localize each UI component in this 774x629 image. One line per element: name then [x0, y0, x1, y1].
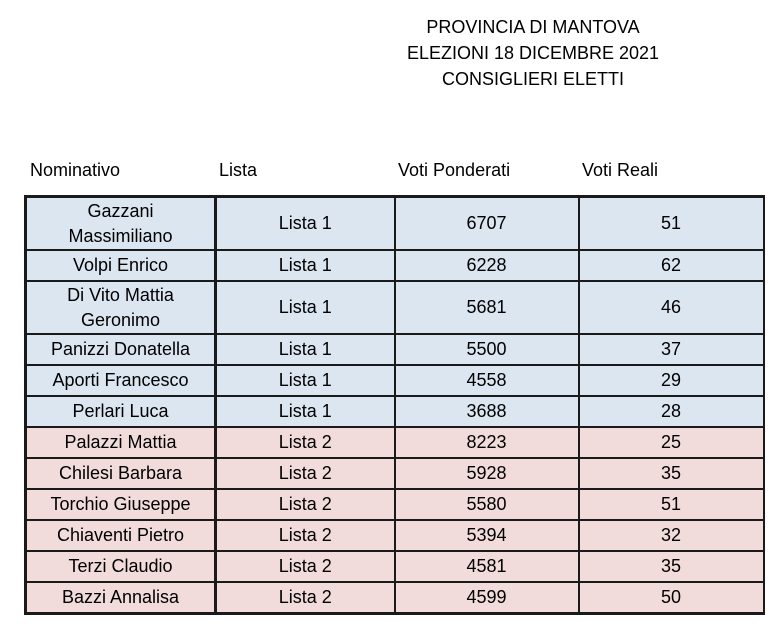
cell-lista: Lista 2 — [216, 458, 395, 489]
header-voti-ponderati: Voti Ponderati — [398, 160, 511, 180]
candidate-name: Gazzani Massimiliano — [68, 200, 173, 246]
cell-nominativo — [26, 250, 216, 281]
cell-voti-ponderati: 4599 — [395, 582, 579, 614]
cell-voti-reali: 37 — [579, 334, 764, 365]
cell-nominativo — [26, 458, 216, 489]
cell-voti-reali: 29 — [579, 365, 764, 396]
cell-voti-ponderati: 5580 — [395, 489, 579, 520]
table-row — [26, 281, 764, 334]
table-row — [26, 458, 764, 489]
table-row — [26, 551, 764, 582]
column-headers — [0, 157, 774, 183]
cell-lista: Lista 2 — [216, 551, 395, 582]
header-lista: Lista — [219, 160, 258, 180]
cell-voti-reali: 51 — [579, 489, 764, 520]
cell-voti-reali: 62 — [579, 250, 764, 281]
cell-nominativo — [26, 365, 216, 396]
header-nominativo: Nominativo — [30, 160, 121, 180]
cell-lista: Lista 2 — [216, 520, 395, 551]
cell-voti-reali: 35 — [579, 458, 764, 489]
candidate-name: Chilesi Barbara — [58, 463, 183, 483]
cell-voti-reali: 51 — [579, 197, 764, 251]
table-row — [26, 334, 764, 365]
candidate-name: Terzi Claudio — [68, 556, 173, 576]
cell-nominativo — [26, 396, 216, 427]
cell-nominativo — [26, 582, 216, 614]
candidate-name: Di Vito Mattia Geronimo — [67, 284, 174, 330]
cell-voti-reali: 25 — [579, 427, 764, 458]
cell-voti-reali: 46 — [579, 281, 764, 334]
cell-lista: Lista 2 — [216, 489, 395, 520]
cell-nominativo — [26, 551, 216, 582]
cell-voti-ponderati: 5394 — [395, 520, 579, 551]
cell-voti-ponderati: 5928 — [395, 458, 579, 489]
cell-lista: Lista 1 — [216, 281, 395, 334]
cell-nominativo — [26, 489, 216, 520]
cell-voti-ponderati: 3688 — [395, 396, 579, 427]
cell-nominativo — [26, 427, 216, 458]
table-row — [26, 427, 764, 458]
cell-voti-reali: 32 — [579, 520, 764, 551]
candidate-name: Bazzi Annalisa — [61, 587, 180, 607]
title-province: PROVINCIA DI MANTOVA — [426, 17, 640, 37]
candidate-name: Panizzi Donatella — [50, 339, 191, 359]
cell-voti-reali: 35 — [579, 551, 764, 582]
table-row — [26, 365, 764, 396]
cell-voti-ponderati: 5681 — [395, 281, 579, 334]
table-row — [26, 489, 764, 520]
title-subtitle: CONSIGLIERI ELETTI — [441, 69, 625, 89]
table-row — [26, 396, 764, 427]
cell-voti-reali: 28 — [579, 396, 764, 427]
candidate-name: Chiaventi Pietro — [56, 525, 185, 545]
cell-lista: Lista 1 — [216, 334, 395, 365]
cell-voti-ponderati: 5500 — [395, 334, 579, 365]
table-row — [26, 250, 764, 281]
cell-lista: Lista 1 — [216, 365, 395, 396]
cell-lista: Lista 1 — [216, 396, 395, 427]
cell-voti-ponderati: 4558 — [395, 365, 579, 396]
table-row — [26, 197, 764, 251]
cell-voti-ponderati: 6228 — [395, 250, 579, 281]
cell-voti-reali: 50 — [579, 582, 764, 614]
candidate-name: Volpi Enrico — [72, 255, 169, 275]
candidate-name: Palazzi Mattia — [64, 432, 177, 452]
cell-voti-ponderati: 4581 — [395, 551, 579, 582]
cell-nominativo — [26, 281, 216, 334]
table-row — [26, 582, 764, 614]
table-row — [26, 520, 764, 551]
document-title — [383, 14, 683, 92]
cell-voti-ponderati: 6707 — [395, 197, 579, 251]
cell-nominativo — [26, 197, 216, 251]
cell-voti-ponderati: 8223 — [395, 427, 579, 458]
cell-nominativo — [26, 334, 216, 365]
candidate-name: Perlari Luca — [72, 401, 169, 421]
cell-lista: Lista 2 — [216, 582, 395, 614]
candidate-name: Aporti Francesco — [52, 370, 189, 390]
cell-nominativo — [26, 520, 216, 551]
candidate-name: Torchio Giuseppe — [50, 494, 191, 514]
results-table — [24, 195, 765, 615]
cell-lista: Lista 1 — [216, 250, 395, 281]
title-election: ELEZIONI 18 DICEMBRE 2021 — [406, 43, 660, 63]
header-voti-reali: Voti Reali — [582, 160, 659, 180]
cell-lista: Lista 1 — [216, 197, 395, 251]
cell-lista: Lista 2 — [216, 427, 395, 458]
